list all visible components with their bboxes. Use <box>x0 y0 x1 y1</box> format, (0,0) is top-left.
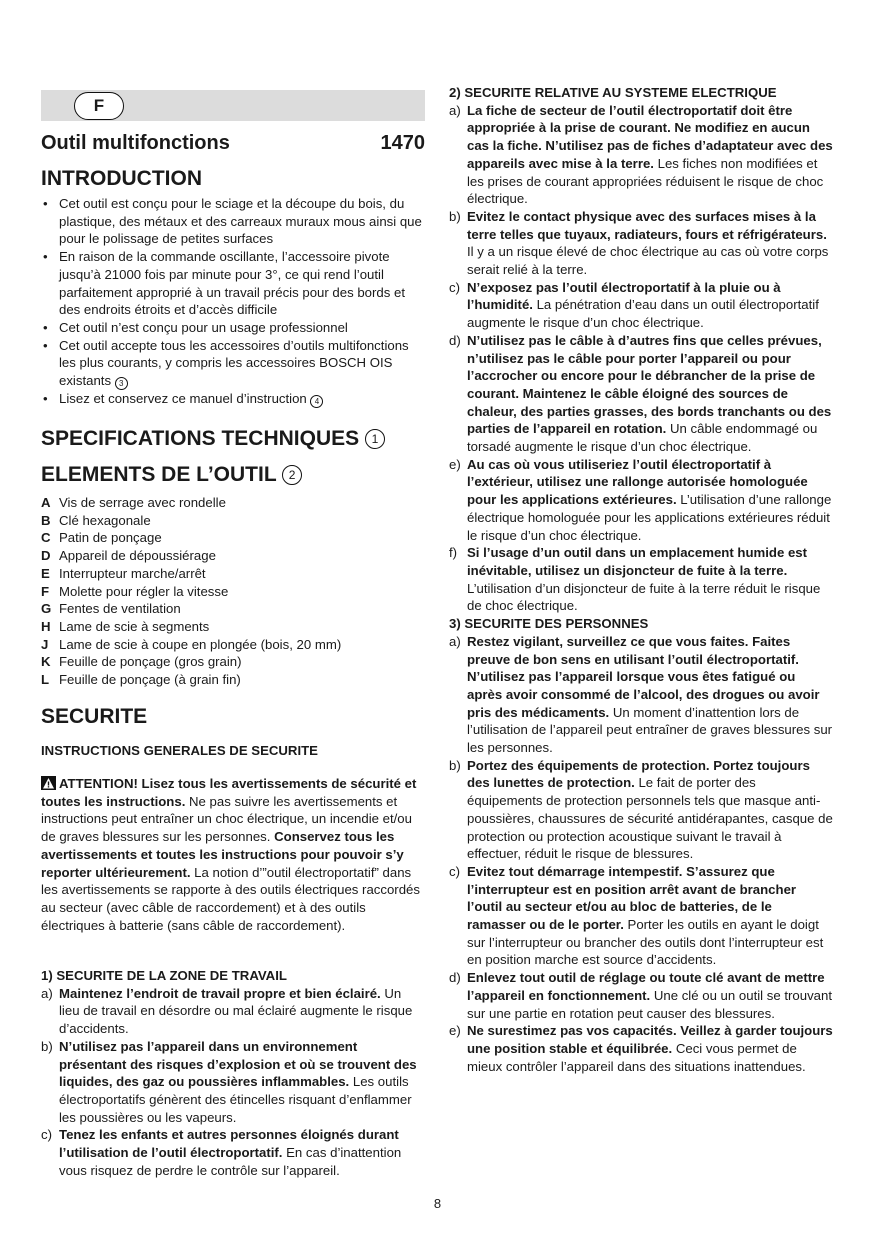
list-item: e) Au cas où vous utiliseriez l’outil électroportatif à l’extérieur, utilisez une rallonge autorisée homologuée pour les applications extérieures. L’utilisation d’une rallonge électrique homologuée pour les applications extérieures réduit le risque d’un choc électrique. <box>449 456 832 543</box>
list-item: • Lisez et conservez ce manuel d’instruction 4 <box>41 390 425 408</box>
list-item: • Cet outil accepte tous les accessoires d’outils multifonctions les plus courants, y compris les accessoires BOSCH OIS existants 3 <box>41 337 425 390</box>
securite-subheading: INSTRUCTIONS GENERALES DE SECURITE <box>41 743 318 758</box>
list-item: c) Evitez tout démarrage intempestif. S’assurez que l’interrupteur est en position arrêt avant de brancher l’outil au secteur et/ou au bloc de batteries, de le ramasser ou de le porter. Porter les outils en ayant le doigt sur l’interrupteur ou brancher des outils dont l’interrupteur est en position marche est source d’accidents. <box>449 863 824 968</box>
page-number: 8 <box>433 1196 442 1211</box>
list-item: c) Tenez les enfants et autres personnes éloignés durant l’utilisation de l’outil électroportatif. En cas d’inattention vous risquez de perdre le contrôle sur l’appareil. <box>41 1127 402 1178</box>
warning-paragraph: ATTENTION! Lisez tous les avertissements de sécurité et toutes les instructions. Ne pas suivre les avertissements et instructions peut entraîner un choc électrique, un incendie et/ou de graves blessures sur les personnes. Conservez tous les avertissements et toutes les instructions pour pouvoir s’y reporter ultérieurement. La notion d’”outil électroportatif” dans les avertissements se rapporte à des outils électriques raccordés au secteur (avec câble de raccordement) et à des outils électriques à batterie (sans câble de raccordement). <box>41 776 420 933</box>
figure-ref: 2 <box>282 465 302 485</box>
section-heading: 2) SECURITE RELATIVE AU SYSTEME ELECTRIQUE <box>449 85 777 100</box>
legend-row: D Appareil de dépoussiérage <box>41 548 216 564</box>
securite-heading: SECURITE <box>41 705 148 728</box>
legend-row: E Interrupteur marche/arrêt <box>41 565 206 581</box>
legend-row: C Patin de ponçage <box>41 530 162 546</box>
legend-row: G Fentes de ventilation <box>41 601 181 617</box>
list-item: d) N’utilisez pas le câble à d’autres fins que celles prévues, n’utilisez pas le câble pour porter l’appareil ou pour l’accrocher ou encore pour le débrancher de la prise de courant. Maintenez le câble éloigné des sources de chaleur, des parties grasses, des bords tranchants ou des parties de l’appareil en rotation. Un câble endommagé ou torsadé augmente le risque d’un choc électrique. <box>449 332 832 455</box>
section-heading: 3) SECURITE DES PERSONNES <box>449 616 649 632</box>
figure-ref: 3 <box>115 377 128 390</box>
list-item: d) Enlevez tout outil de réglage ou toute clé avant de mettre l’appareil en fonctionnement. Une clé ou un outil se trouvant sur une partie en rotation peut causer des blessures. <box>449 970 832 1021</box>
legend-row: A Vis de serrage avec rondelle <box>41 495 226 510</box>
legend-row: K Feuille de ponçage (gros grain) <box>41 654 242 670</box>
warning-icon <box>41 776 56 790</box>
list-item: • Cet outil est conçu pour le sciage et la découpe du bois, du plastique, des métaux et des carreaux muraux mous ainsi que pour le polissage de petites surfaces <box>41 195 425 248</box>
intro-heading: INTRODUCTION <box>41 167 202 190</box>
list-item: • Cet outil n’est conçu pour un usage professionnel <box>41 319 425 337</box>
legend-row: B Clé hexagonale <box>41 512 151 528</box>
specs-heading: SPECIFICATIONS TECHNIQUES 1 <box>41 427 385 451</box>
elements-heading: ELEMENTS DE L’OUTIL 2 <box>41 463 302 487</box>
legend-row: J Lame de scie à coupe en plongée (bois, 20 mm) <box>41 636 342 652</box>
legend-row: L Feuille de ponçage (à grain fin) <box>41 672 241 688</box>
language-badge: F <box>74 92 124 120</box>
product-title <box>41 132 425 155</box>
language-bar <box>41 90 425 121</box>
list-item: b) N’utilisez pas l’appareil dans un environnement présentant des risques d’explosion et où se trouvent des liquides, des gaz ou poussières inflammables. Les outils électroportatifs génèrent des étincelles risquant d’enflammer les poussières ou les vapeurs. <box>41 1038 417 1125</box>
legend-row: F Molette pour régler la vitesse <box>41 583 229 599</box>
zone-section <box>41 967 425 1179</box>
section-heading: 1) SECURITE DE LA ZONE DE TRAVAIL <box>41 968 287 983</box>
list-item: a) La fiche de secteur de l’outil électroportatif doit être appropriée à la prise de courant. Ne modifiez en aucun cas la fiche. N’utilisez pas de fiches d’adaptateur avec des appareils avec mise à la terre. Les fiches non modifiées et les prises de courant appropriées réduisent le risque de choc électrique. <box>449 102 833 207</box>
list-item: c) N’exposez pas l’outil électroportatif à la pluie ou à l’humidité. La pénétration d’eau dans un outil électroportatif augmente le risque d’un choc électrique. <box>449 279 819 331</box>
product-name: Outil multifonctions <box>41 132 230 154</box>
legend-row: H Lame de scie à segments <box>41 618 210 634</box>
list-item: b) Portez des équipements de protection. Portez toujours des lunettes de protection. Le fait de porter des équipements de protection personnels tels que masque anti-poussières, chaussures de sécurité antidérapantes, casque de protection ou protection acoustique suivant le travail à effectuer, réduit le risque de blessures. <box>449 757 833 862</box>
electrique-section <box>449 84 833 1075</box>
elements-legend <box>41 494 425 689</box>
intro-bullet-list <box>41 195 425 408</box>
model-number: 1470 <box>380 132 425 154</box>
list-item: a) Restez vigilant, surveillez ce que vous faites. Faites preuve de bon sens en utilisant l’outil électroportatif. N’utilisez pas l’appareil lorsque vous êtes fatigué ou après avoir consommé de l’alcool, des drogues ou avoir pris des médicaments. Un moment d’inattention lors de l’utilisation de l’appareil peut entraîner de graves blessures sur les personnes. <box>449 633 833 756</box>
list-item: f) Si l’usage d’un outil dans un emplacement humide est inévitable, utilisez un disjoncteur de fuite à la terre. L’utilisation d’un disjoncteur de fuite à la terre réduit le risque de choc électrique. <box>449 545 821 614</box>
list-item: b) Evitez le contact physique avec des surfaces mises à la terre telles que tuyaux, radiateurs, fours et réfrigérateurs. Il y a un risque élevé de choc électrique au cas où votre corps serait relié à la terre. <box>449 208 829 278</box>
figure-ref: 1 <box>365 429 385 449</box>
list-item: a) Maintenez l’endroit de travail propre et bien éclairé. Un lieu de travail en désordre ou mal éclairé augmente le risque d’accidents. <box>41 985 413 1037</box>
list-item: • En raison de la commande oscillante, l’accessoire pivote jusqu’à 21000 fois par minute pour 3°, ce qui rend l’outil parfaitement approprié à un travail précis pour des bords et des endroits étroits et d’accès difficile <box>41 248 425 319</box>
list-item: e) Ne surestimez pas vos capacités. Veillez à garder toujours une position stable et équilibrée. Ceci vous permet de mieux contrôler l’appareil dans des situations inattendues. <box>449 1023 833 1074</box>
figure-ref: 4 <box>310 395 323 408</box>
